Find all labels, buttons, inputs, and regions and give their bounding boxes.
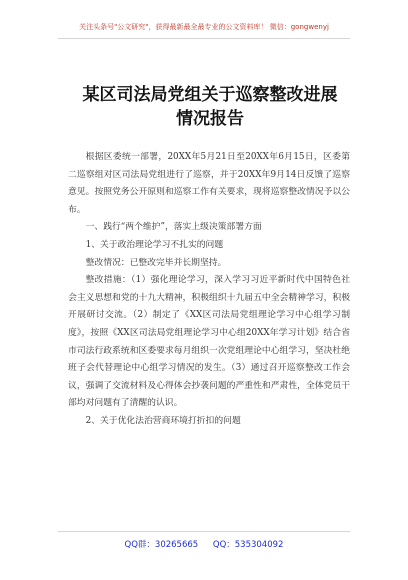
footer: [0, 538, 408, 550]
document-title: [60, 83, 360, 131]
paragraph-rectification-status: 整改情况：已整改完毕并长期坚持。: [85, 257, 227, 268]
header-note: 关注头条号"公文研究"，获得最新最全最专业的公文资料库！ 微信：gongwenyj: [79, 23, 329, 31]
footer-qq: QQ：535304092: [212, 540, 284, 550]
paragraph-rectification-measures: 整改措施：（1）强化理论学习，深入学习习近平新时代中国特色社会主义思想和党的十九大精神，积极组织十九届五中全会精神学习，积极开展研讨交流。（2）制定了《XX区司法局党组理论学习中心组学习制度》，按照《XX区司法局党组理论学习中心组20XX年学习计划》结合省市司法行政系统和区委要求每月组织一次党组理论中心组学习，坚决杜绝班子会代替理论中心组学习情况的发生。（3）通过召开巡察整改工作会议，强调了交流材料及心得体会抄袭问题的严重性和严肃性，全体党员干部均对问题有了清醒的认识。: [68, 275, 350, 409]
footer-qq-group: QQ群：30265665: [124, 540, 199, 550]
paragraph-intro: 根据区委统一部署，20XX年5月21日至20XX年6月15日，区委第二巡察组对区司法局党组进行了巡察，并于20XX年9月14日反馈了巡察意见。按照党务公开原则和巡察工作有关要求，现将巡察整改情况予以公布。: [68, 152, 350, 215]
section-heading-1: 一、践行“两个维护”，落实上级决策部署方面: [85, 222, 262, 233]
footer-divider: [58, 531, 350, 532]
header-divider: [58, 38, 350, 39]
document-title-line2: 情况报告: [176, 109, 244, 129]
subsection-heading-2: 2、关于优化法治营商环境打折扣的问题: [85, 415, 241, 426]
subsection-heading-1: 1、关于政治理论学习不扎实的问题: [85, 239, 224, 250]
document-body: [68, 149, 350, 431]
document-title-line1: 某区司法局党组关于巡察整改进展: [82, 85, 338, 105]
